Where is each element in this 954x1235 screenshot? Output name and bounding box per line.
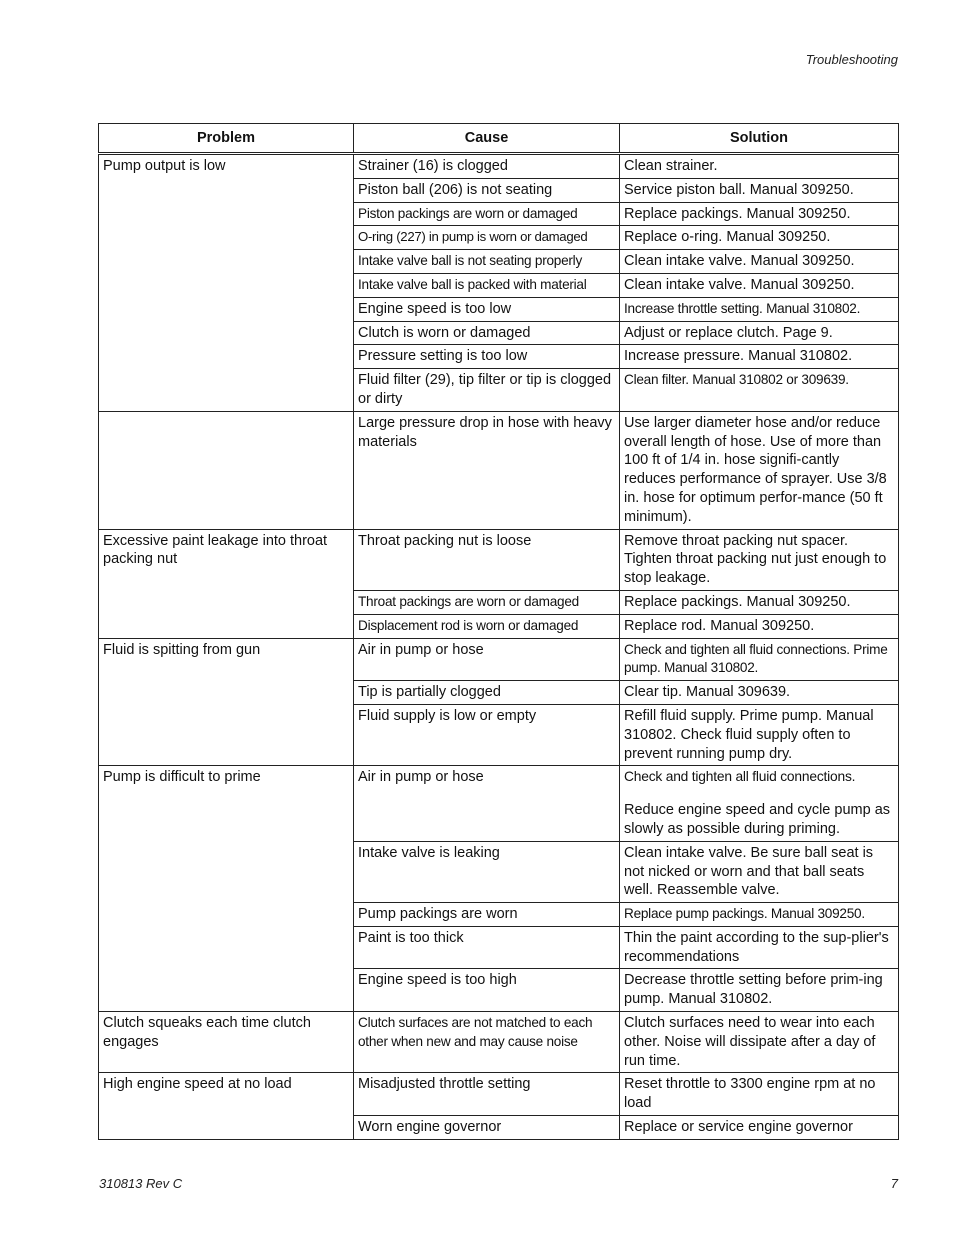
troubleshooting-table (98, 123, 899, 1140)
cause-cell: Paint is too thick (354, 926, 620, 969)
table-row (99, 1012, 899, 1073)
column-header-problem: Problem (99, 124, 354, 154)
cause-cell: Displacement rod is worn or damaged (354, 614, 620, 638)
page-number: 7 (890, 1176, 898, 1191)
cause-cell: Intake valve ball is packed with material (354, 273, 620, 297)
table-row (99, 766, 899, 841)
cause-cell: Worn engine governor (354, 1116, 620, 1140)
cause-cell: Pressure setting is too low (354, 345, 620, 369)
solution-cell: Decrease throttle setting before prim-ing pump. Manual 310802. (620, 969, 899, 1012)
problem-cell (99, 411, 354, 529)
table-row (99, 411, 899, 529)
problem-cell: Pump output is low (99, 154, 354, 412)
solution-cell: Adjust or replace clutch. Page 9. (620, 321, 899, 345)
solution-cell: Use larger diameter hose and/or reduce overall length of hose. Use of more than 100 ft of 1/4 in. hose signifi-cantly reduces performance of sprayer. Use 3/8 in. hose for optimum perfor-mance (50 ft minimum). (620, 411, 899, 529)
cause-cell: Throat packing nut is loose (354, 529, 620, 590)
cause-cell: Fluid supply is low or empty (354, 704, 620, 765)
solution-cell: Clear tip. Manual 309639. (620, 681, 899, 705)
solution-cell: Refill fluid supply. Prime pump. Manual 310802. Check fluid supply often to prevent running pump dry. (620, 704, 899, 765)
solution-cell: Clean intake valve. Manual 309250. (620, 273, 899, 297)
table-row (99, 154, 899, 179)
cause-cell: Engine speed is too low (354, 297, 620, 321)
cause-cell: Fluid filter (29), tip filter or tip is clogged or dirty (354, 369, 620, 412)
table-row (99, 1073, 899, 1116)
column-header-solution: Solution (620, 124, 899, 154)
solution-cell: Clean intake valve. Be sure ball seat is not nicked or worn and that ball seats well. Reassemble valve. (620, 841, 899, 902)
cause-cell: Intake valve is leaking (354, 841, 620, 902)
solution-cell: Clean filter. Manual 310802 or 309639. (620, 369, 899, 412)
cause-cell: O-ring (227) in pump is worn or damaged (354, 226, 620, 250)
solution-cell: Remove throat packing nut spacer. Tighten throat packing nut just enough to stop leakage. (620, 529, 899, 590)
cause-cell: Pump packings are worn (354, 903, 620, 927)
problem-cell: Clutch squeaks each time clutch engages (99, 1012, 354, 1073)
table-row (99, 529, 899, 590)
cause-cell: Large pressure drop in hose with heavy materials (354, 411, 620, 529)
cause-cell: Clutch is worn or damaged (354, 321, 620, 345)
solution-text: Reduce engine speed and cycle pump as slowly as possible during priming. (624, 802, 891, 837)
table-header-row (99, 124, 899, 154)
cause-cell: Air in pump or hose (354, 766, 620, 841)
cause-cell: Engine speed is too high (354, 969, 620, 1012)
table-row (99, 638, 899, 681)
solution-cell: Reset throttle to 3300 engine rpm at no load (620, 1073, 899, 1116)
solution-cell: Service piston ball. Manual 309250. (620, 178, 899, 202)
cause-cell: Tip is partially clogged (354, 681, 620, 705)
solution-cell: Increase throttle setting. Manual 310802. (620, 297, 899, 321)
cause-cell: Intake valve ball is not seating properly (354, 250, 620, 274)
section-title: Troubleshooting (805, 52, 898, 67)
solution-cell: Replace or service engine governor (620, 1116, 899, 1140)
solution-cell (620, 766, 899, 841)
column-header-cause: Cause (354, 124, 620, 154)
solution-cell: Replace packings. Manual 309250. (620, 202, 899, 226)
cause-cell: Clutch surfaces are not matched to each other when new and may cause noise (354, 1012, 620, 1073)
solution-cell: Check and tighten all fluid connections. Prime pump. Manual 310802. (620, 638, 899, 681)
cause-cell: Throat packings are worn or damaged (354, 590, 620, 614)
solution-cell: Replace o-ring. Manual 309250. (620, 226, 899, 250)
cause-cell: Piston packings are worn or damaged (354, 202, 620, 226)
problem-cell: Pump is difficult to prime (99, 766, 354, 1012)
cause-cell: Air in pump or hose (354, 638, 620, 681)
solution-cell: Clutch surfaces need to wear into each other. Noise will dissipate after a day of run time. (620, 1012, 899, 1073)
document-number: 310813 Rev C (99, 1176, 183, 1191)
solution-cell: Clean strainer. (620, 154, 899, 179)
problem-cell: High engine speed at no load (99, 1073, 354, 1139)
solution-cell: Replace rod. Manual 309250. (620, 614, 899, 638)
solution-cell: Increase pressure. Manual 310802. (620, 345, 899, 369)
solution-cell: Replace pump packings. Manual 309250. (620, 903, 899, 927)
cause-cell: Strainer (16) is clogged (354, 154, 620, 179)
solution-text: Check and tighten all fluid connections. (624, 769, 856, 785)
cause-cell: Piston ball (206) is not seating (354, 178, 620, 202)
solution-cell: Replace packings. Manual 309250. (620, 590, 899, 614)
cause-cell: Misadjusted throttle setting (354, 1073, 620, 1116)
solution-cell: Thin the paint according to the sup-plier's recommendations (620, 926, 899, 969)
problem-cell: Fluid is spitting from gun (99, 638, 354, 766)
problem-cell: Excessive paint leakage into throat packing nut (99, 529, 354, 638)
solution-cell: Clean intake valve. Manual 309250. (620, 250, 899, 274)
